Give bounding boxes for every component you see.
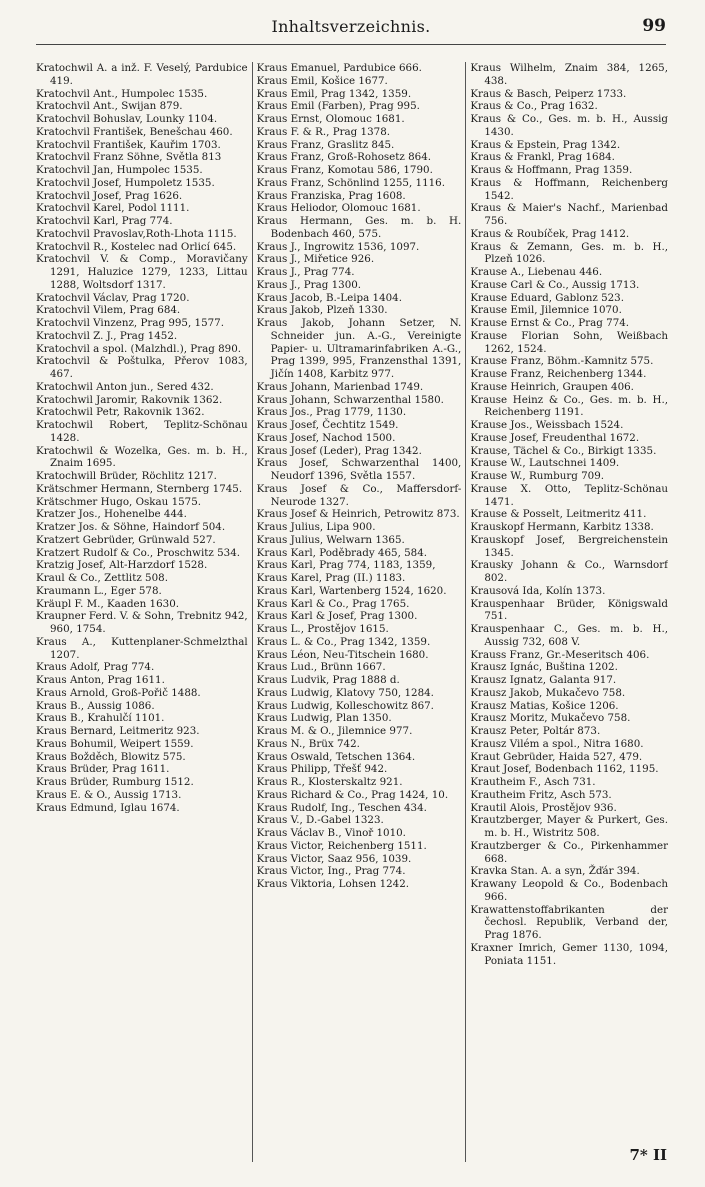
- index-entry: Kraus Julius, Lipa 900.: [256, 521, 376, 533]
- index-entry: Kraus Josef, Čechtitz 1549.: [256, 419, 399, 431]
- index-entry: Krauspenhaar C., Ges. m. b. H., Aussig 732, 608 V.: [470, 623, 668, 648]
- index-entry: Krause X. Otto, Teplitz-Schönau 1471.: [470, 482, 668, 508]
- index-entry: Kratochvil Vilem, Prag 684.: [36, 304, 181, 317]
- index-entry: Kraus Josef & Co., Maffersdorf-Neurode 1327.: [256, 482, 462, 508]
- index-entry: Kraus V., D.-Gabel 1323.: [256, 814, 384, 827]
- index-entry: Kratochwill Brüder, Röchlitz 1217.: [36, 470, 217, 482]
- index-entry: Kraus Edmund, Iglau 1674.: [36, 801, 180, 814]
- index-entry: Kraus Wilhelm, Znaim 384, 1265, 438.: [470, 62, 668, 87]
- index-entry: Kraus B., Krahulčí 1101.: [36, 712, 165, 725]
- index-entry: Krautheim F., Asch 731.: [470, 776, 596, 788]
- index-entry: Kratochvil Z. J., Prag 1452.: [36, 329, 178, 342]
- index-entry: Kraus Jos., Prag 1779, 1130.: [256, 406, 407, 419]
- index-entry: Kraus & Co., Prag 1632.: [470, 100, 598, 113]
- index-entry: Krauspenhaar Brüder, Königswald 751.: [470, 597, 668, 623]
- index-entry: Krausz Jakob, Mukačevo 758.: [470, 686, 626, 699]
- index-entry: Kratochvil Václav, Prag 1720.: [36, 291, 190, 304]
- index-entry: Krause Franz, Reichenberg 1344.: [470, 368, 647, 380]
- index-entry: Kraus Emil (Farben), Prag 995.: [256, 100, 420, 113]
- index-entry: Krauskopf Hermann, Karbitz 1338.: [470, 521, 654, 533]
- index-entry: Kratochvil Josef, Prag 1626.: [36, 189, 183, 202]
- index-entry: Kraus Josef, Nachod 1500.: [256, 431, 396, 444]
- index-entry: Kratochvil Vinzenz, Prag 995, 1577.: [36, 317, 224, 329]
- index-entry: Kratochwil Petr, Rakovnik 1362.: [36, 406, 205, 419]
- index-entry: Kraus Arnold, Groß-Pořič 1488.: [36, 686, 201, 699]
- index-entry: Kraus Ernst, Olomouc 1681.: [256, 113, 405, 125]
- index-entry: Kratochvil Ant., Humpolec 1535.: [36, 87, 208, 100]
- index-entry: Kraus Victor, Ing., Prag 774.: [256, 865, 406, 878]
- index-entry: Kratochvil V. & Comp., Moravičany 1291, Haluzice 1279, 1233, Littau 1288, Woltsdorf 1317.: [36, 253, 248, 291]
- index-entry: Krausová Ida, Kolín 1373.: [470, 584, 606, 597]
- index-entry: Kraus Ludwig, Plan 1350.: [256, 712, 392, 725]
- index-entry: Kraus Ludvik, Prag 1888 d.: [256, 674, 400, 686]
- index-entry: Krause W., Lautschnei 1409.: [470, 457, 620, 470]
- index-entry: Kraus Victor, Reichenberg 1511.: [256, 839, 427, 852]
- index-entry: Kraus Oswald, Tetschen 1364.: [256, 750, 416, 763]
- index-entry: Kraus Karel, Prag (II.) 1183.: [256, 572, 406, 584]
- index-entry: Kraus & Zemann, Ges. m. b. H., Plzeň 1026.: [470, 240, 668, 266]
- index-entry: Kraus Josef & Heinrich, Petrowitz 873.: [256, 508, 460, 521]
- index-entry: Kraus Bernard, Leitmeritz 923.: [36, 725, 200, 737]
- index-entry: Kraus A., Kuttenplaner-Schmelzthal 1207.: [36, 635, 248, 661]
- index-entry: Kraus L., Prostějov 1615.: [256, 623, 389, 635]
- index-entry: Kraus Hermann, Ges. m. b. H. Bodenbach 460, 575.: [256, 215, 462, 240]
- index-entry: Kraus & Basch, Peiperz 1733.: [470, 87, 627, 100]
- index-entry: Kraus R., Klosterskaltz 921.: [256, 776, 403, 788]
- index-entry: Krause Eduard, Gablonz 523.: [470, 291, 625, 304]
- index-entry: Kratochwil A. a inž. F. Veselý, Pardubice 419.: [36, 62, 248, 87]
- index-entry: Krauss Franz, Gr.-Meseritsch 406.: [470, 648, 650, 661]
- index-entry: Kratzert Rudolf & Co., Proschwitz 534.: [36, 546, 241, 559]
- index-entry: Kraus Karl & Josef, Prag 1300.: [256, 610, 418, 623]
- index-entry: Kraus & Epstein, Prag 1342.: [470, 138, 621, 151]
- index-entry: Kraus & Hoffmann, Reichenberg 1542.: [470, 176, 668, 202]
- index-entry: Kraus J., Miřetice 926.: [256, 253, 375, 266]
- index-entry: Krausz Ignatz, Galanta 917.: [470, 674, 617, 686]
- index-entry: Kraus J., Prag 1300.: [256, 278, 362, 291]
- index-entry: Kraus Lud., Brünn 1667.: [256, 661, 386, 674]
- index-entry: Krawattenstoffabrikanten der čechosl. Republik, Verband der, Prag 1876.: [470, 903, 668, 941]
- index-entry: Kraus Richard & Co., Prag 1424, 10.: [256, 788, 449, 801]
- index-entry: Kratochwil Robert, Teplitz-Schönau 1428.: [36, 419, 248, 444]
- index-entry: Kraus Léon, Neu-Titschein 1680.: [256, 648, 429, 661]
- index-entry: Kratzig Josef, Alt-Harzdorf 1528.: [36, 559, 208, 572]
- page-number: 99: [642, 16, 666, 36]
- index-entry: Kraus Brüder, Rumburg 1512.: [36, 776, 194, 788]
- index-column-3: [465, 62, 668, 1162]
- index-entry: Kratochvil & Poštulka, Přerov 1083, 467.: [36, 355, 248, 380]
- index-entry: Kratochvil Pravoslav,Roth-Lhota 1115.: [36, 227, 237, 240]
- index-entry: Kraus Franz, Graslitz 845.: [256, 138, 395, 151]
- index-entry: Kraus Božděch, Blowitz 575.: [36, 750, 186, 763]
- index-entry: Kratochwil Jaromir, Rakovnik 1362.: [36, 393, 223, 406]
- page-header: [36, 14, 666, 45]
- index-entry: Kraus Rudolf, Ing., Teschen 434.: [256, 801, 427, 814]
- index-entry: Kratochvil R., Kostelec nad Orlicí 645.: [36, 240, 237, 253]
- index-entry: Kraus Heliodor, Olomouc 1681.: [256, 202, 421, 215]
- index-entry: Kraus Karl, Wartenberg 1524, 1620.: [256, 584, 447, 597]
- index-entry: Krause Carl & Co., Aussig 1713.: [470, 278, 640, 291]
- index-entry: Krausz Matias, Košice 1206.: [470, 699, 619, 712]
- index-entry: Krause Jos., Weissbach 1524.: [470, 419, 624, 431]
- index-entry: Kratochwil Anton jun., Sered 432.: [36, 380, 214, 393]
- index-entry: Krausz Moritz, Mukačevo 758.: [470, 712, 631, 725]
- index-entry: Kraus Jacob, B.-Leipa 1404.: [256, 291, 402, 304]
- index-entry: Kraut Josef, Bodenbach 1162, 1195.: [470, 763, 659, 776]
- index-entry: Kraus L. & Co., Prag 1342, 1359.: [256, 635, 431, 648]
- index-entry: Kraus Philipp, Třešť 942.: [256, 763, 388, 776]
- index-column-2: [252, 62, 466, 1162]
- index-entry: Krawany Leopold & Co., Bodenbach 966.: [470, 878, 668, 903]
- index-entry: Kräupl F. M., Kaaden 1630.: [36, 597, 180, 610]
- index-entry: Kraus Franz, Schönlind 1255, 1116.: [256, 176, 446, 189]
- index-entry: Kraus Victor, Saaz 956, 1039.: [256, 852, 412, 865]
- index-entry: Kratochvil Franz Söhne, Světla 813: [36, 151, 222, 164]
- index-entry: Kraus & Frankl, Prag 1684.: [470, 151, 615, 164]
- index-entry: Krause Franz, Böhm.-Kamnitz 575.: [470, 355, 654, 368]
- index-entry: Kraus Anton, Prag 1611.: [36, 674, 165, 686]
- index-entry: Kraus Franz, Groß-Rohosetz 864.: [256, 151, 432, 164]
- index-entry: Kraus N., Brüx 742.: [256, 737, 360, 750]
- index-entry: Kratochvil Jan, Humpolec 1535.: [36, 164, 203, 176]
- index-entry: Krause Ernst & Co., Prag 774.: [470, 317, 630, 329]
- index-entry: Kratochvil Karl, Prag 774.: [36, 215, 173, 227]
- index-entry: Kratochvil František, Benešchau 460.: [36, 125, 233, 138]
- index-entry: Krause, Tächel & Co., Birkigt 1335.: [470, 444, 657, 457]
- index-entry: Kraut Gebrüder, Haida 527, 479.: [470, 750, 643, 763]
- index-entry: Kraus & Roubíček, Prag 1412.: [470, 227, 630, 240]
- index-entry: Kraupner Ferd. V. & Sohn, Trebnitz 942, 960, 1754.: [36, 610, 248, 635]
- index-entry: Kratzert Gebrüder, Grünwald 527.: [36, 533, 216, 546]
- index-entry: Kraus Emil, Košice 1677.: [256, 74, 388, 87]
- index-entry: Kratochvil Ant., Swijan 879.: [36, 100, 183, 113]
- index-entry: Kraus Johann, Schwarzenthal 1580.: [256, 393, 444, 406]
- index-entry: Kraus & Maier's Nachf., Marienbad 756.: [470, 202, 668, 227]
- index-entry: Krause Heinrich, Graupen 406.: [470, 380, 634, 393]
- index-entry: Kraus J., Prag 774.: [256, 266, 355, 278]
- index-entry: Kraxner Imrich, Gemer 1130, 1094, Poniata 1151.: [470, 941, 668, 967]
- index-entry: Kraus & Co., Ges. m. b. H., Aussig 1430.: [470, 113, 668, 138]
- index-entry: Krause Josef, Freudenthal 1672.: [470, 431, 640, 444]
- index-entry: Kraus F. & R., Prag 1378.: [256, 125, 391, 138]
- index-entry: Krausz Ignác, Buština 1202.: [470, 661, 618, 674]
- index-entry: Kraus Brüder, Prag 1611.: [36, 763, 170, 776]
- index-entry: Krautheim Fritz, Asch 573.: [470, 788, 612, 801]
- index-columns: [36, 62, 668, 1162]
- index-entry: Krätschmer Hugo, Oskau 1575.: [36, 495, 202, 508]
- index-entry: Krätschmer Hermann, Sternberg 1745.: [36, 482, 243, 495]
- index-entry: Kraus Viktoria, Lohsen 1242.: [256, 878, 410, 890]
- index-entry: Krause & Posselt, Leitmeritz 411.: [470, 508, 647, 521]
- index-entry: Krausz Peter, Poltár 873.: [470, 725, 601, 737]
- index-entry: Kratzer Jos. & Söhne, Haindorf 504.: [36, 521, 226, 533]
- index-entry: Kraus Franz, Komotau 586, 1790.: [256, 164, 433, 176]
- index-entry: Krause Florian Sohn, Weißbach 1262, 1524.: [470, 329, 668, 355]
- index-entry: Kraus Ludwig, Kolleschowitz 867.: [256, 699, 434, 712]
- index-entry: Kraus B., Aussig 1086.: [36, 699, 155, 712]
- index-entry: Krause Heinz & Co., Ges. m. b. H., Reichenberg 1191.: [470, 393, 668, 419]
- index-entry: Kraus Jakob, Johann Setzer, N. Schneider jun. A.-G., Vereinigte Papier- u. Ultramarinfabriken A.-G., Prag 1399, 995, Franzensthal 1391, Jičín 1408, Karbitz 977.: [256, 317, 462, 380]
- sheet-signature: 7* II: [629, 1146, 667, 1164]
- index-entry: Kraus Karl, Prag 774, 1183, 1359,: [256, 559, 436, 572]
- index-entry: Kraus Josef, Schwarzenthal 1400, Neudorf 1396, Světla 1557.: [256, 457, 462, 482]
- index-entry: Kraus & Hoffmann, Prag 1359.: [470, 164, 633, 176]
- index-entry: Kraus Bohumil, Weipert 1559.: [36, 737, 194, 750]
- index-entry: Kratochvil Karel, Podol 1111.: [36, 202, 190, 215]
- index-entry: Krautzberger, Mayer & Purkert, Ges. m. b. H., Wistritz 508.: [470, 814, 668, 839]
- index-entry: Kraus Emanuel, Pardubice 666.: [256, 62, 422, 74]
- index-entry: Kraus E. & O., Aussig 1713.: [36, 788, 182, 801]
- index-column-1: [36, 62, 252, 1162]
- index-entry: Kraus Emil, Prag 1342, 1359.: [256, 87, 412, 100]
- index-entry: Kraul & Co., Zettlitz 508.: [36, 572, 168, 584]
- page-title: Inhaltsverzeichnis.: [271, 17, 431, 36]
- index-entry: Krautil Alois, Prostějov 936.: [470, 801, 617, 814]
- index-entry: Kraus Julius, Welwarn 1365.: [256, 533, 405, 546]
- index-entry: Kraumann L., Eger 578.: [36, 584, 162, 597]
- index-entry: Krausky Johann & Co., Warnsdorf 802.: [470, 559, 668, 584]
- index-entry: Krausz Vilém a spol., Nitra 1680.: [470, 737, 644, 750]
- index-entry: Kravka Stan. A. a syn, Žďár 394.: [470, 865, 640, 878]
- index-entry: Kraus Ludwig, Klatovy 750, 1284.: [256, 686, 434, 699]
- index-entry: Krause Emil, Jilemnice 1070.: [470, 304, 622, 317]
- index-entry: Kraus Václav B., Vinoř 1010.: [256, 827, 406, 839]
- index-entry: Kratochwil & Wozelka, Ges. m. b. H., Znaim 1695.: [36, 444, 248, 470]
- index-entry: Kraus Johann, Marienbad 1749.: [256, 380, 424, 393]
- index-entry: Kratochvil a spol. (Malzhdl.), Prag 890.: [36, 342, 242, 355]
- index-entry: Krause A., Liebenau 446.: [470, 266, 603, 278]
- index-entry: Krauskopf Josef, Bergreichenstein 1345.: [470, 533, 668, 559]
- index-entry: Kratzer Jos., Hohenelbe 444.: [36, 508, 187, 521]
- index-entry: Kraus Karl & Co., Prag 1765.: [256, 597, 410, 610]
- index-entry: Kraus Adolf, Prag 774.: [36, 661, 155, 674]
- index-entry: Krautzberger & Co., Pirkenhammer 668.: [470, 839, 668, 865]
- index-entry: Kraus M. & O., Jilemnice 977.: [256, 725, 413, 737]
- index-entry: Kraus J., Ingrowitz 1536, 1097.: [256, 240, 420, 253]
- index-entry: Kratochvil František, Kauřim 1703.: [36, 138, 221, 151]
- index-entry: Kraus Josef (Leder), Prag 1342.: [256, 444, 422, 457]
- index-entry: Krause W., Rumburg 709.: [470, 470, 605, 482]
- index-entry: Kraus Franziska, Prag 1608.: [256, 189, 406, 202]
- index-entry: Kraus Karl, Poděbrady 465, 584.: [256, 546, 428, 559]
- index-entry: Kraus Jakob, Plzeň 1330.: [256, 304, 388, 317]
- index-entry: Kratochvil Bohuslav, Lounky 1104.: [36, 113, 218, 125]
- index-entry: Kratochvil Josef, Humpoletz 1535.: [36, 176, 215, 189]
